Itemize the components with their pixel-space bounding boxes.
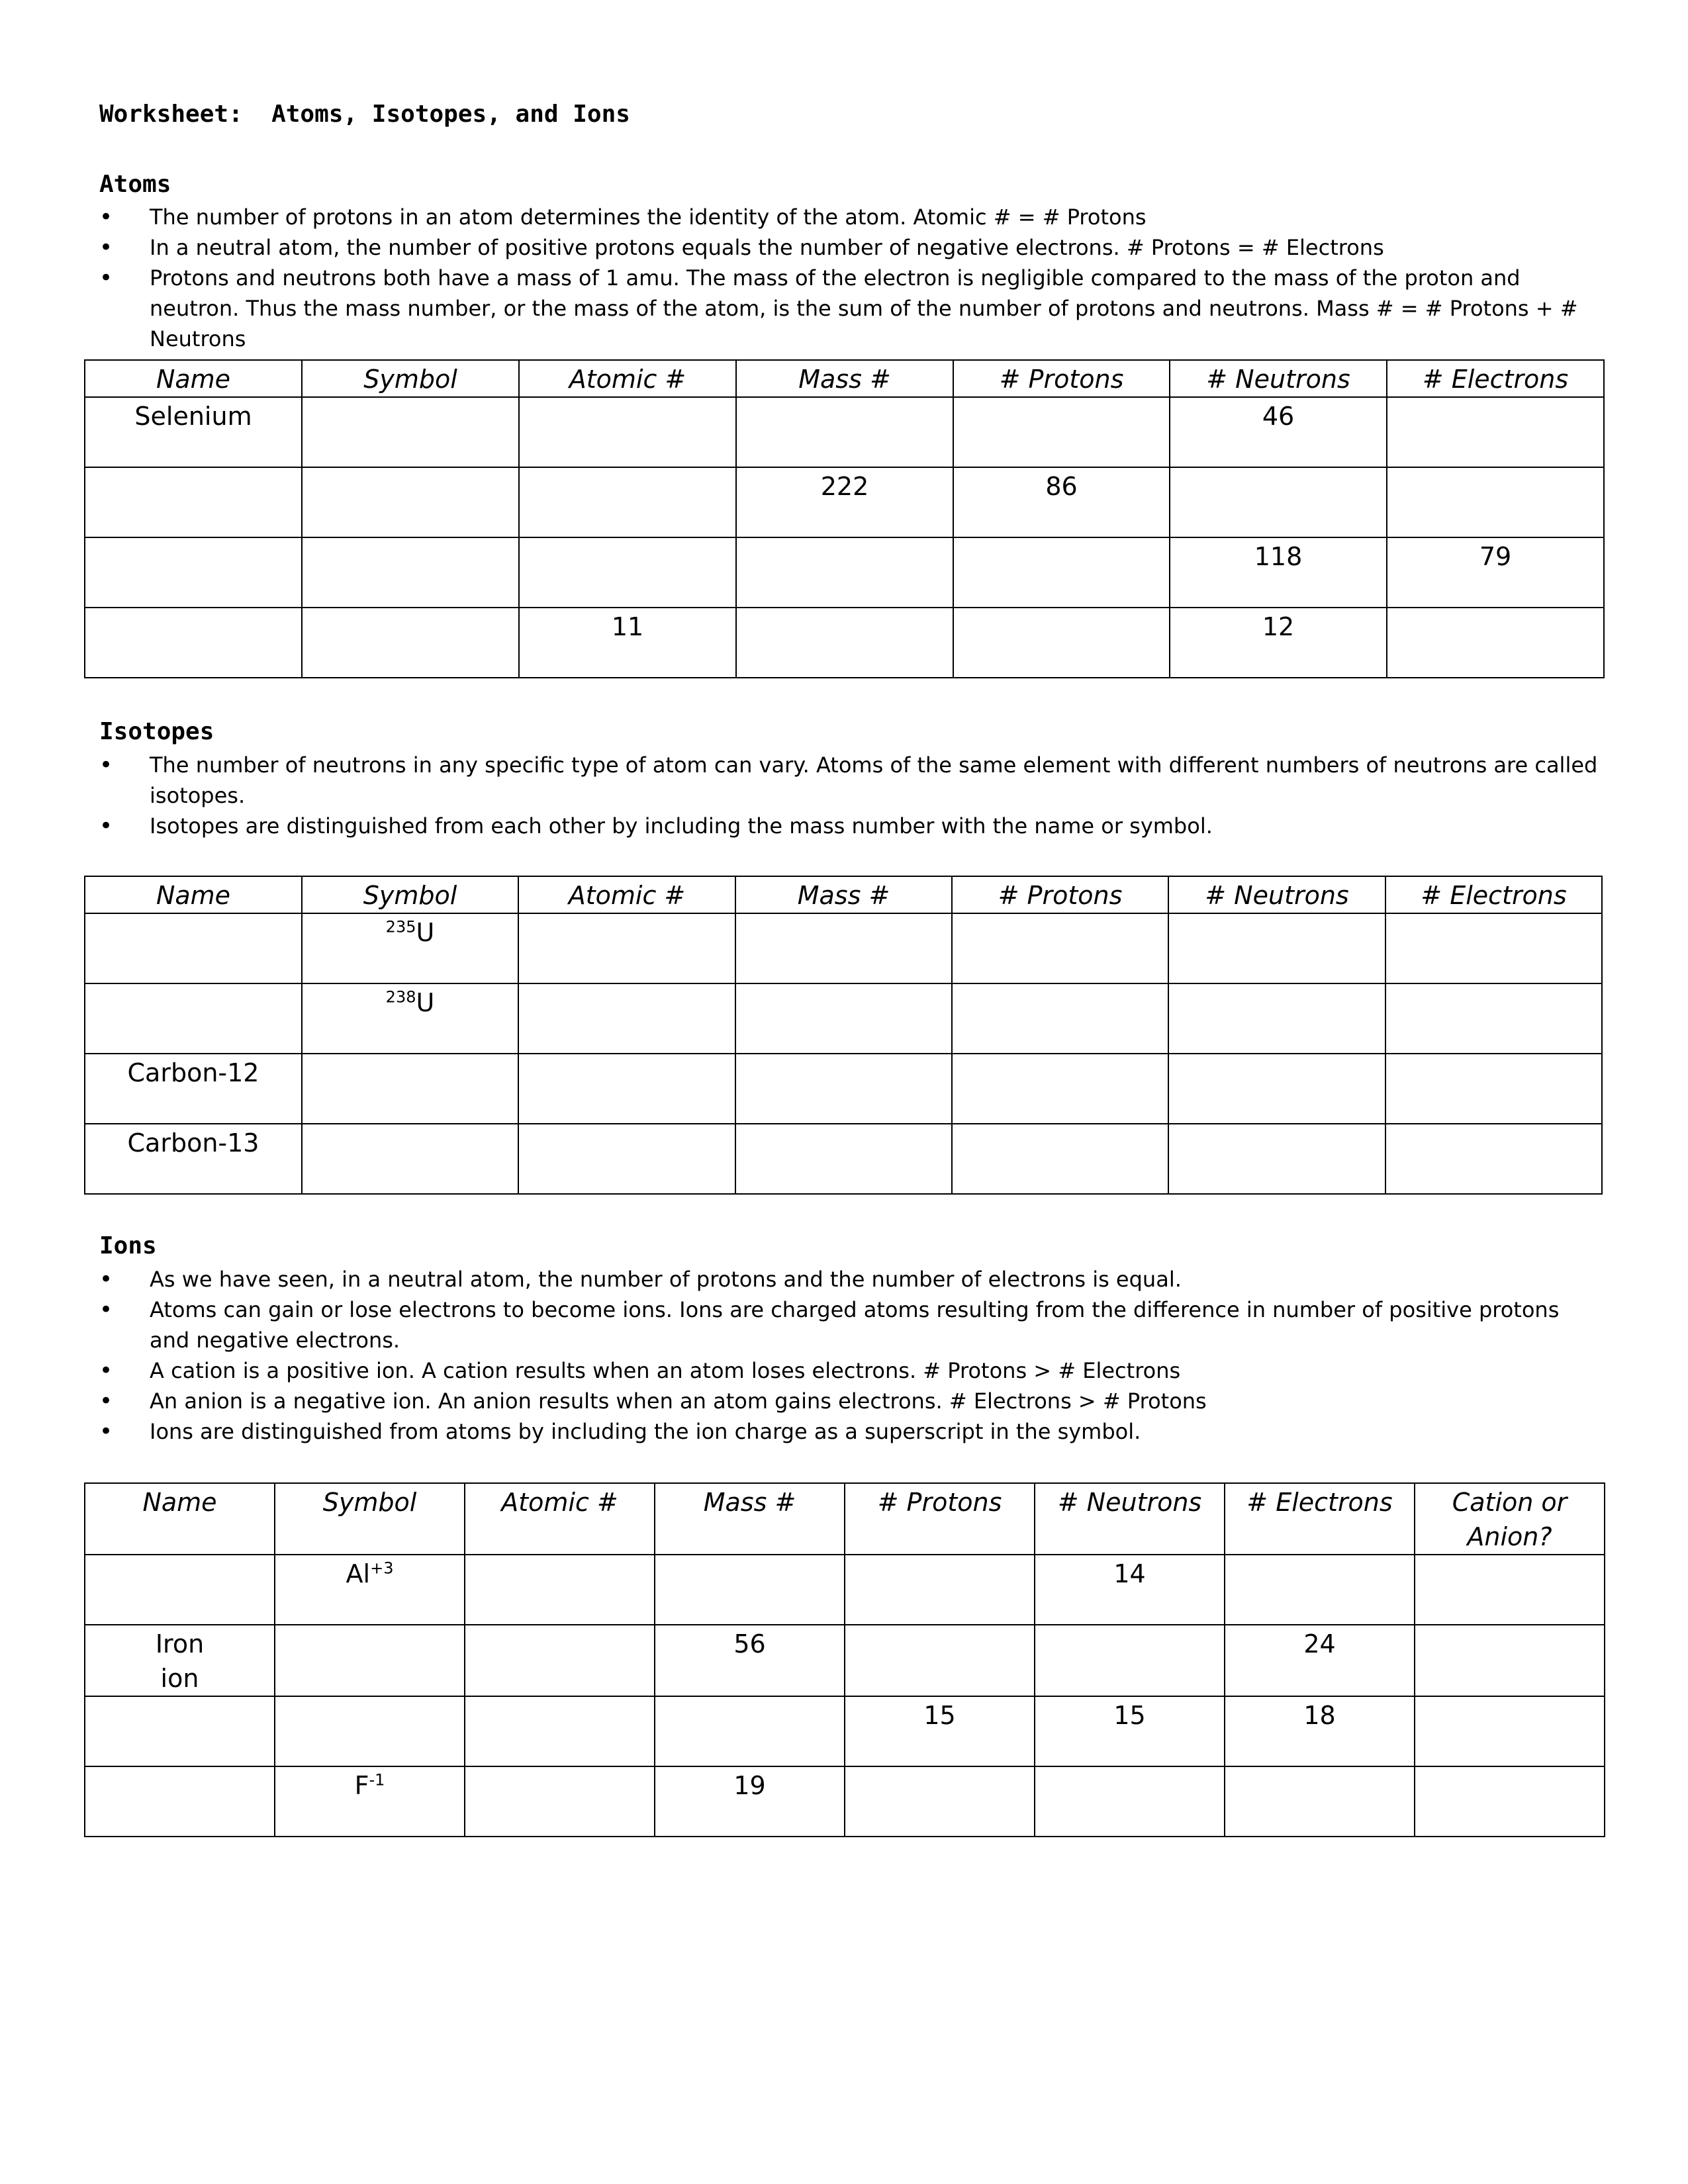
table-row	[85, 913, 1602, 983]
cell[interactable]	[1035, 1625, 1225, 1696]
symbol-cell[interactable]	[302, 983, 518, 1054]
isotopes-bullet: • Isotopes are distinguished from each other by including the mass number with the name or symbol.	[99, 811, 1602, 841]
cell[interactable]	[1225, 1555, 1415, 1625]
isotopes-table	[84, 876, 1603, 1195]
table-row	[85, 1696, 1605, 1766]
isotopes-bullet: • The number of neutrons in any specific type of atom can vary. Atoms of the same element with different numbers of neutrons are called isotopes.	[99, 750, 1602, 811]
cell[interactable]: 86	[953, 467, 1170, 537]
mass-number-superscript: 238	[385, 987, 416, 1007]
name-cell[interactable]: Carbon-12	[85, 1054, 302, 1124]
symbol-cell[interactable]	[275, 1696, 465, 1766]
header-cell: Symbol	[302, 876, 518, 913]
cell[interactable]	[953, 397, 1170, 467]
cell[interactable]	[845, 1555, 1035, 1625]
cell[interactable]	[518, 983, 735, 1054]
name-cell[interactable]	[85, 1766, 275, 1837]
ions-heading: Ions	[99, 1232, 157, 1259]
ions-bullet: • As we have seen, in a neutral atom, the number of protons and the number of electrons is equal.	[99, 1264, 1602, 1295]
table-row	[85, 1124, 1602, 1194]
ions-table	[84, 1482, 1605, 1837]
header-cell: # Protons	[952, 876, 1168, 913]
isotopes-bullets	[99, 750, 1602, 841]
header-cell: # Electrons	[1387, 360, 1604, 397]
table-row	[85, 1766, 1605, 1837]
cell[interactable]: 222	[736, 467, 953, 537]
cell[interactable]: 79	[1387, 537, 1604, 608]
header-cell: # Protons	[953, 360, 1170, 397]
isotopes-header-row	[85, 876, 1602, 913]
header-cell: Atomic #	[519, 360, 736, 397]
table-row	[85, 1625, 1605, 1696]
atoms-bullet: • Protons and neutrons both have a mass of 1 amu. The mass of the electron is negligible compared to the mass of the proton and neutron. Thus the mass number, or the mass of the atom, is the sum of the number of protons and neutrons. Mass # = # Protons + # Neutrons	[99, 263, 1602, 354]
cell[interactable]	[465, 1766, 655, 1837]
cell[interactable]: 24	[1225, 1625, 1415, 1696]
cell[interactable]	[302, 537, 519, 608]
header-cell: Cation or Anion?	[1415, 1483, 1605, 1555]
table-row	[85, 983, 1602, 1054]
cell[interactable]	[1415, 1696, 1605, 1766]
cell[interactable]	[952, 983, 1168, 1054]
header-cell: Name	[85, 1483, 275, 1555]
table-row	[85, 397, 1604, 467]
cell[interactable]	[1168, 1124, 1385, 1194]
cell[interactable]	[735, 1124, 952, 1194]
cell[interactable]	[519, 467, 736, 537]
header-cell: # Electrons	[1225, 1483, 1415, 1555]
name-cell[interactable]	[85, 913, 302, 983]
table-row	[85, 537, 1604, 608]
atoms-bullet: • The number of protons in an atom determines the identity of the atom. Atomic # = # Protons	[99, 202, 1602, 232]
element-symbol: U	[416, 918, 435, 947]
cell[interactable]: 14	[1035, 1555, 1225, 1625]
header-cell: Mass #	[736, 360, 953, 397]
cell[interactable]	[302, 467, 519, 537]
cell[interactable]: 46	[1170, 397, 1387, 467]
cell[interactable]: 19	[655, 1766, 845, 1837]
cell[interactable]	[1385, 1124, 1602, 1194]
cell[interactable]	[736, 537, 953, 608]
cell[interactable]	[85, 467, 302, 537]
cell[interactable]	[1225, 1766, 1415, 1837]
cell[interactable]	[1170, 467, 1387, 537]
cell[interactable]	[85, 608, 302, 678]
header-cell: Name	[85, 360, 302, 397]
atoms-header-row	[85, 360, 1604, 397]
symbol-cell[interactable]	[275, 1766, 465, 1837]
cell[interactable]	[1035, 1766, 1225, 1837]
header-cell: Symbol	[275, 1483, 465, 1555]
name-cell[interactable]: Carbon-13	[85, 1124, 302, 1194]
cell[interactable]: 11	[519, 608, 736, 678]
cell[interactable]: 12	[1170, 608, 1387, 678]
element-symbol: U	[416, 988, 435, 1017]
atoms-heading: Atoms	[99, 171, 171, 198]
atoms-table	[84, 359, 1605, 678]
cell[interactable]	[1415, 1766, 1605, 1837]
ions-bullet: • Ions are distinguished from atoms by including the ion charge as a superscript in the symbol.	[99, 1416, 1602, 1447]
ions-header-row	[85, 1483, 1605, 1555]
cell[interactable]	[735, 1054, 952, 1124]
name-line: ion	[160, 1664, 199, 1693]
symbol-cell[interactable]	[302, 913, 518, 983]
symbol-cell[interactable]	[275, 1555, 465, 1625]
cell[interactable]	[1387, 397, 1604, 467]
cell[interactable]	[1385, 1054, 1602, 1124]
cell[interactable]	[953, 608, 1170, 678]
cell[interactable]	[952, 1124, 1168, 1194]
header-cell: Atomic #	[518, 876, 735, 913]
name-cell[interactable]	[85, 1625, 275, 1696]
cell[interactable]	[518, 1054, 735, 1124]
cell[interactable]	[953, 537, 1170, 608]
header-cell: # Protons	[845, 1483, 1035, 1555]
table-row	[85, 1555, 1605, 1625]
atoms-bullets	[99, 202, 1602, 354]
cell[interactable]	[735, 983, 952, 1054]
name-line: Iron	[155, 1629, 205, 1659]
header-cell: Atomic #	[465, 1483, 655, 1555]
cell[interactable]	[845, 1766, 1035, 1837]
cell[interactable]	[655, 1696, 845, 1766]
cell[interactable]	[736, 608, 953, 678]
cell[interactable]	[1415, 1555, 1605, 1625]
name-cell[interactable]	[85, 983, 302, 1054]
cell[interactable]: 15	[1035, 1696, 1225, 1766]
ions-bullet: • Atoms can gain or lose electrons to become ions. Ions are charged atoms resulting from the difference in number of positive protons and negative electrons.	[99, 1295, 1602, 1355]
cell[interactable]	[518, 913, 735, 983]
ions-bullets	[99, 1264, 1602, 1447]
header-cell: # Neutrons	[1035, 1483, 1225, 1555]
isotopes-heading: Isotopes	[99, 718, 214, 745]
cell[interactable]	[302, 397, 519, 467]
symbol-cell[interactable]	[275, 1625, 465, 1696]
cell[interactable]: 56	[655, 1625, 845, 1696]
cell[interactable]	[302, 608, 519, 678]
cell[interactable]	[736, 397, 953, 467]
symbol-cell[interactable]	[302, 1054, 518, 1124]
cell[interactable]: 15	[845, 1696, 1035, 1766]
cell[interactable]	[735, 913, 952, 983]
name-cell[interactable]	[85, 1696, 275, 1766]
cell[interactable]	[1168, 913, 1385, 983]
cell[interactable]: 18	[1225, 1696, 1415, 1766]
name-cell[interactable]	[85, 1555, 275, 1625]
cell[interactable]	[1387, 608, 1604, 678]
header-cell: # Electrons	[1385, 876, 1602, 913]
mass-number-superscript: 235	[385, 917, 416, 936]
charge-superscript: -1	[369, 1770, 385, 1790]
element-symbol: Al	[346, 1559, 371, 1588]
header-cell: Symbol	[302, 360, 519, 397]
cell[interactable]	[465, 1696, 655, 1766]
header-cell: # Neutrons	[1170, 360, 1387, 397]
cell[interactable]	[952, 1054, 1168, 1124]
charge-superscript: +3	[370, 1559, 394, 1578]
table-row	[85, 1054, 1602, 1124]
element-symbol: F	[354, 1771, 369, 1800]
page-title: Worksheet: Atoms, Isotopes, and Ions	[99, 101, 630, 128]
cell[interactable]	[952, 913, 1168, 983]
cell[interactable]	[1168, 983, 1385, 1054]
ions-bullet: • An anion is a negative ion. An anion results when an atom gains electrons. # Electrons > # Protons	[99, 1386, 1602, 1416]
header-cell: Mass #	[655, 1483, 845, 1555]
cell[interactable]	[465, 1625, 655, 1696]
cell[interactable]	[845, 1625, 1035, 1696]
header-cell: # Neutrons	[1168, 876, 1385, 913]
cell[interactable]	[1385, 983, 1602, 1054]
cell[interactable]	[519, 397, 736, 467]
cell[interactable]	[1387, 467, 1604, 537]
cell[interactable]	[1415, 1625, 1605, 1696]
cell[interactable]: 118	[1170, 537, 1387, 608]
ions-bullet: • A cation is a positive ion. A cation results when an atom loses electrons. # Protons > # Electrons	[99, 1355, 1602, 1386]
cell[interactable]	[1168, 1054, 1385, 1124]
cell[interactable]	[465, 1555, 655, 1625]
atoms-bullet: • In a neutral atom, the number of positive protons equals the number of negative electrons. # Protons = # Electrons	[99, 232, 1602, 263]
cell[interactable]	[1385, 913, 1602, 983]
symbol-cell[interactable]	[302, 1124, 518, 1194]
cell[interactable]	[85, 537, 302, 608]
table-row	[85, 608, 1604, 678]
cell[interactable]	[655, 1555, 845, 1625]
cell[interactable]	[519, 537, 736, 608]
header-cell: Mass #	[735, 876, 952, 913]
cell[interactable]	[518, 1124, 735, 1194]
cell[interactable]: Selenium	[85, 397, 302, 467]
header-cell: Name	[85, 876, 302, 913]
table-row	[85, 467, 1604, 537]
